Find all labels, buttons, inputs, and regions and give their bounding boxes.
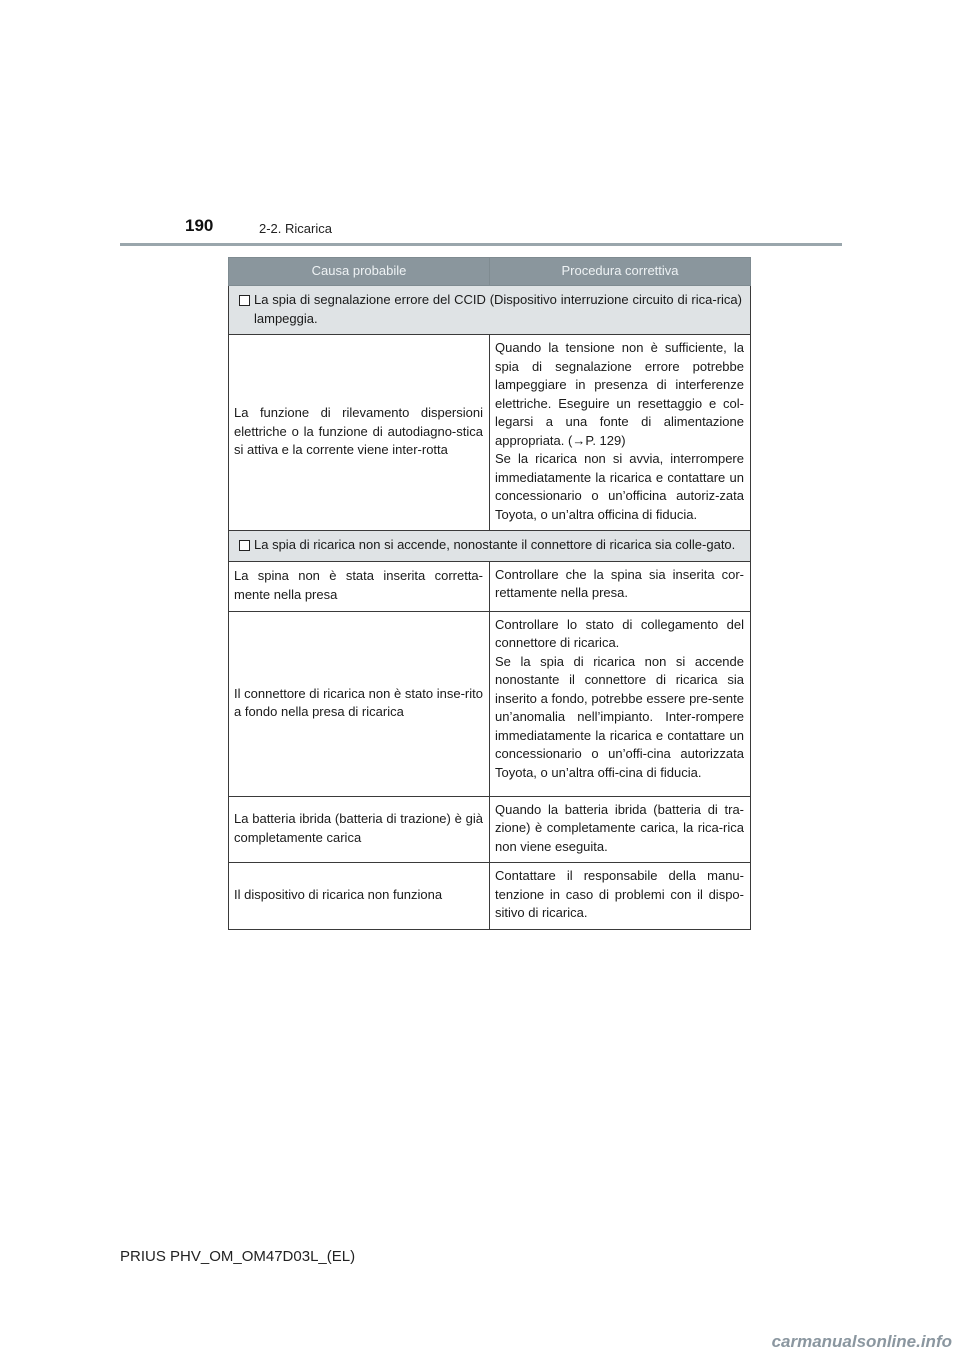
cause-cell: La batteria ibrida (batteria di trazione) è già completamente carica <box>229 796 490 863</box>
table-header-row <box>229 258 751 286</box>
fix-cell: Quando la tensione non è sufficiente, la spia di segnalazione errore potrebbe lampeggiare in presenza di interferenze elettriche. Eseguire un resettaggio e col-legarsi a una fonte di alimentazione appropriata. (→P. 129) Se la ricarica non si avvia, interrompere immediatamente la ricarica e contattare un concessionario o un’officina autoriz-zata Toyota, o un’altra officina di fiducia. <box>490 335 751 531</box>
group-header-row <box>229 531 751 562</box>
table-row <box>229 611 751 796</box>
table-row <box>229 796 751 863</box>
checkbox-bullet-icon <box>239 295 250 306</box>
column-header-cause: Causa probabile <box>229 258 490 286</box>
group-title: La spia di segnalazione errore del CCID (Dispositivo interruzione circuito di rica-rica) lampeggia. <box>254 292 742 326</box>
fix-cell: Contattare il responsabile della manu-tenzione in caso di problemi con il dispo-sitivo di ricarica. <box>490 863 751 930</box>
troubleshooting-table <box>228 257 751 930</box>
group-header-row <box>229 286 751 335</box>
cause-cell: La spina non è stata inserita corretta-mente nella presa <box>229 561 490 611</box>
footer-model-code: PRIUS PHV_OM_OM47D03L_(EL) <box>120 1248 356 1265</box>
table-row <box>229 335 751 531</box>
column-header-fix: Procedura correttiva <box>490 258 751 286</box>
cause-cell: Il dispositivo di ricarica non funziona <box>229 863 490 930</box>
table-row <box>229 863 751 930</box>
section-title: 2-2. Ricarica <box>259 221 332 236</box>
cause-cell: Il connettore di ricarica non è stato inse-rito a fondo nella presa di ricarica <box>229 611 490 796</box>
group-header <box>229 531 751 562</box>
checkbox-bullet-icon <box>239 540 250 551</box>
fix-cell: Controllare lo stato di collegamento del connettore di ricarica. Se la spia di ricarica non si accende nonostante il connettore di ricarica sia inserito a fondo, potrebbe essere pre-sente un’anomalia nell’impianto. Inter-rompere immediatamente la ricarica e contattare un concessionario o un’offi-cina autorizzata Toyota, o un’altra offi-cina di fiducia. <box>490 611 751 796</box>
header-divider <box>120 243 842 246</box>
group-title: La spia di ricarica non si accende, nonostante il connettore di ricarica sia colle-gato. <box>254 537 736 552</box>
cause-cell: La funzione di rilevamento dispersioni elettriche o la funzione di autodiagno-stica si attiva e la corrente viene inter-rotta <box>229 335 490 531</box>
group-header <box>229 286 751 335</box>
page-number: 190 <box>185 216 214 235</box>
fix-cell: Quando la batteria ibrida (batteria di tra-zione) è completamente carica, la rica-rica non viene eseguita. <box>490 796 751 863</box>
watermark-logo: carmanualsonline.info <box>771 1332 952 1351</box>
fix-cell: Controllare che la spina sia inserita cor-rettamente nella presa. <box>490 561 751 611</box>
table-row <box>229 561 751 611</box>
